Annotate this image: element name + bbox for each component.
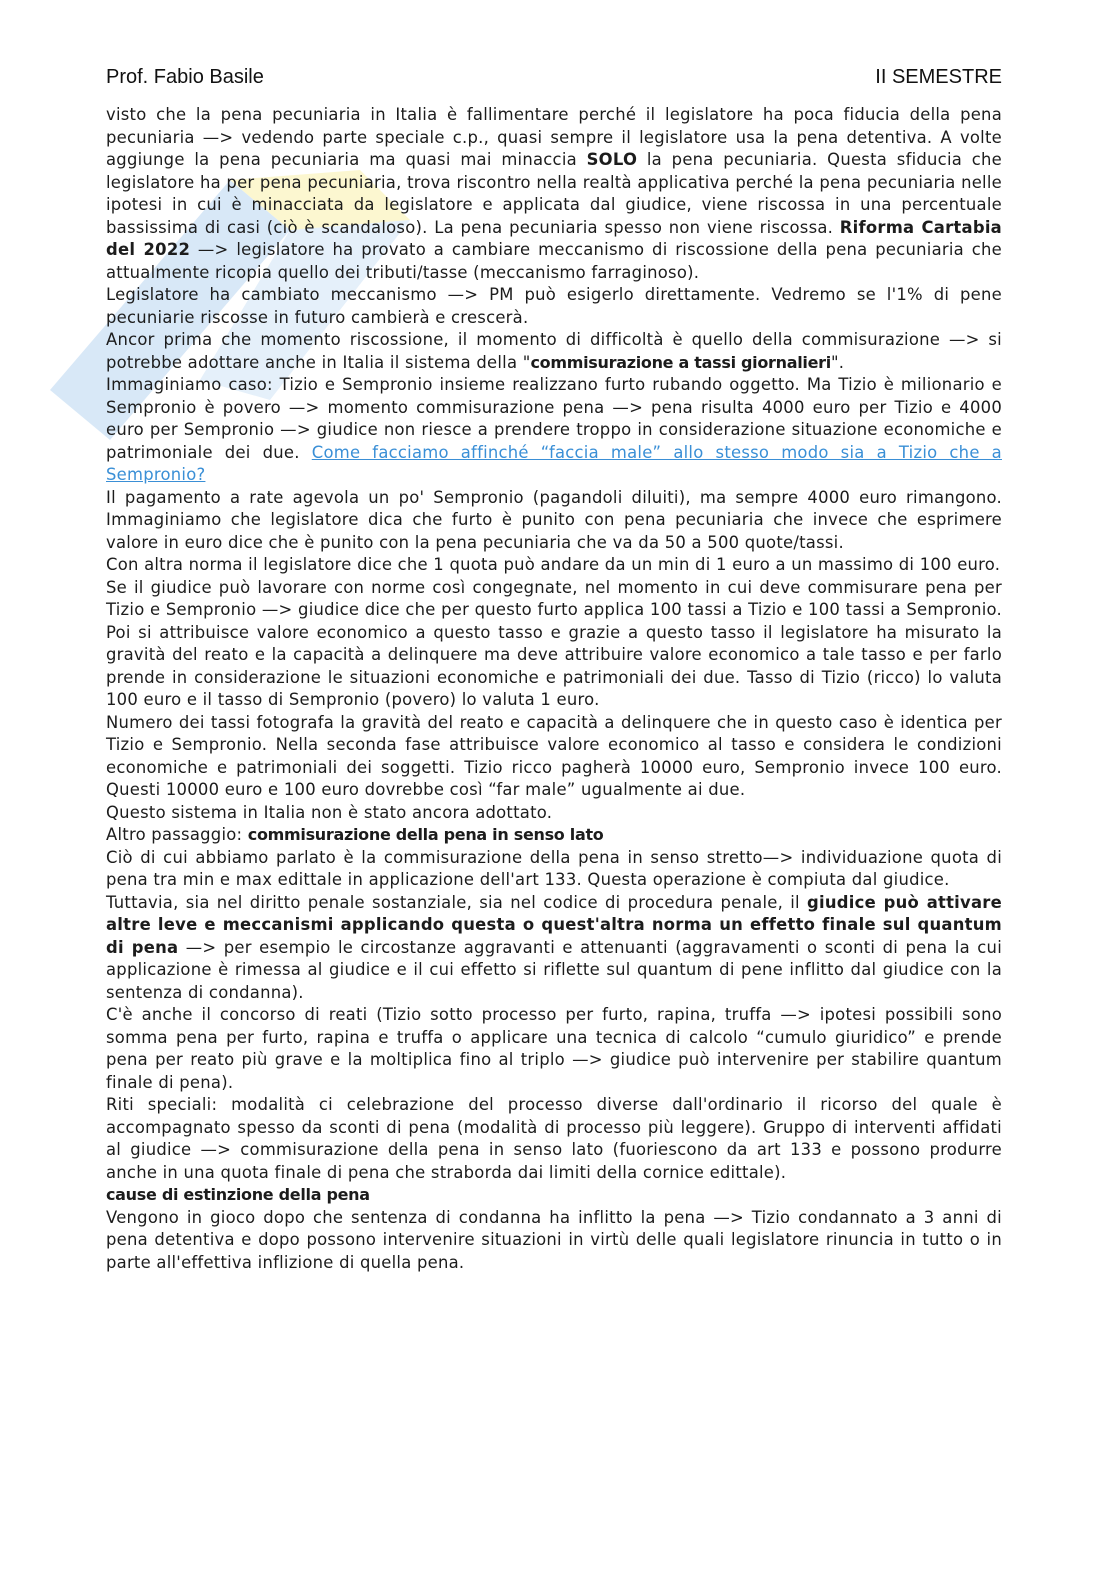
- paragraph: Numero dei tassi fotografa la gravità del reato e capacità a delinquere che in questo caso è identica per Tizio e Sempronio. Nella seconda fase attribuisce valore economico al tasso e considera le condizioni economiche e patrimoniali dei soggetti. Tizio ricco pagherà 10000 euro, Sempronio invece 100 euro. Questi 10000 euro e 100 euro dovrebbe così “far male” ugualmente ai due.: [106, 712, 1002, 799]
- document-body: [106, 104, 1002, 1274]
- paragraph: Riti speciali: modalità ci celebrazione del processo diverse dall'ordinario il ricorso del quale è accompagnato spesso da sconti di pena (modalità di processo più leggere). Gruppo di interventi affidati al giudice —> commisurazione della pena in senso lato (fuoriescono da art 133 e possono produrre anche in una quota finale di pena che straborda dai limiti della cornice edittale).: [106, 1095, 1002, 1182]
- text-span: Altro passaggio:: [106, 825, 248, 844]
- bold-text: giudice può attivare altre leve e meccanismi applicando questa o quest'altra norma un effetto finale sul quantum di pena: [106, 892, 1002, 957]
- paragraph: [106, 824, 1002, 847]
- text-span: ".: [830, 352, 845, 372]
- paragraph: [106, 104, 1002, 284]
- paragraph: Questo sistema in Italia non è stato ancora adottato.: [106, 802, 553, 822]
- author-name: Prof. Fabio Basile: [106, 66, 264, 88]
- bold-text: Riforma Cartabia del 2022: [106, 217, 1002, 259]
- paragraph: Il pagamento a rate agevola un po' Sempronio (pagandoli diluiti), ma sempre 4000 euro rimangono. Immaginiamo che legislatore dica che furto è punito con pena pecuniaria che invece che esprimere valore in euro dice che è punito con la pena pecuniaria che va da 50 a 500 quote/tassi.: [106, 487, 1002, 552]
- question-link[interactable]: Come facciamo affinché “faccia male” allo stesso modo sia a Tizio che a Sempronio?: [106, 442, 1002, 484]
- page-header: [106, 66, 1002, 89]
- text-span: —> per esempio le circostanze aggravanti e attenuanti (aggravamenti o sconti di pena la cui applicazione è rimessa al giudice e il cui effetto si riflette sul quantum di pene inflitto dal giudice con la sentenza di condanna).: [106, 937, 1002, 1002]
- paragraph: Legislatore ha cambiato meccanismo —> PM può esigerlo direttamente. Vedremo se l'1% di pene pecuniarie riscosse in futuro cambierà e crescerà.: [106, 285, 1002, 327]
- bold-text: SOLO: [586, 150, 638, 169]
- handwritten-term: commisurazione della pena in senso lato: [247, 825, 604, 844]
- paragraph: Con altra norma il legislatore dice che 1 quota può andare da un min di 1 euro a un massimo di 100 euro.: [106, 555, 1001, 574]
- handwritten-term: commisurazione a tassi giornalieri: [530, 352, 831, 372]
- section-heading: cause di estinzione della pena: [106, 1185, 370, 1204]
- paragraph: [106, 374, 1002, 487]
- paragraph: Se il giudice può lavorare con norme così congegnate, nel momento in cui deve commisurare pena per Tizio e Sempronio —> giudice dice che per questo furto applica 100 tassi a Tizio e 100 tassi a Sempronio. Poi si attribuisce valore economico a questo tasso e grazie a questo tasso il legislatore ha misurato la gravità del reato e la capacità a delinquere ma deve attribuire valore economico a tale tasso e per farlo prende in considerazione le situazioni economiche e patrimoniali dei due. Tasso di Tizio (ricco) lo valuta 100 euro e il tasso di Sempronio (povero) lo valuta 1 euro.: [106, 577, 1002, 709]
- paragraph: C'è anche il concorso di reati (Tizio sotto processo per furto, rapina, truffa —> ipotesi possibili sono somma pena per furto, rapina e truffa o applicare una tecnica di calcolo “cumulo giuridico” e prende pena per reato più grave e la moltiplica fino al triplo —> giudice può intervenire per stabilire quantum finale di pena).: [106, 1005, 1002, 1092]
- text-span: Immaginiamo caso: Tizio e Sempronio insieme realizzano furto rubando oggetto. Ma Tizio è milionario e Sempronio è povero —> momento commisurazione pena —> pena risulta 4000 euro per Tizio e 4000 euro per Sempronio —> giudice non riesce a prendere troppo in considerazione situazione economiche e patrimoniale dei due.: [106, 375, 1002, 462]
- text-span: la pena pecuniaria. Questa sfiducia che legislatore ha per pena pecuniaria, trova riscontro nella realtà applicativa perché la pena pecuniaria nelle ipotesi in cui è minacciata da legislatore e applicata dal giudice, viene riscossa in una percentuale bassissima di casi (ciò è scandaloso). La pena pecuniaria spesso non viene riscossa.: [106, 150, 1002, 237]
- semester-label: II SEMESTRE: [875, 66, 1002, 88]
- text-span: Ancor prima che momento riscossione, il momento di difficoltà è quello della commisurazione —> si potrebbe adottare anche in Italia il sistema della ": [106, 330, 1002, 372]
- paragraph: [106, 892, 1002, 1005]
- text-span: —> legislatore ha provato a cambiare meccanismo di riscossione della pena pecuniaria che attualmente ricopia quello dei tributi/tasse (meccanismo farraginoso).: [106, 240, 1002, 282]
- paragraph: [106, 329, 1002, 374]
- paragraph: Vengono in gioco dopo che sentenza di condanna ha inflitto la pena —> Tizio condannato a 3 anni di pena detentiva e dopo possono intervenire situazioni in virtù delle quali legislatore rinuncia in tutto o in parte all'effettiva inflizione di quella pena.: [106, 1207, 1002, 1272]
- text-span: Tuttavia, sia nel diritto penale sostanziale, sia nel codice di procedura penale, il: [106, 892, 807, 912]
- paragraph: Ciò di cui abbiamo parlato è la commisurazione della pena in senso stretto—> individuazione quota di pena tra min e max edittale in applicazione dell'art 133. Questa operazione è compiuta dal giudice.: [106, 847, 1002, 889]
- text-span: visto che la pena pecuniaria in Italia è fallimentare perché il legislatore ha poca fiducia della pena pecuniaria —> vedendo parte speciale c.p., quasi sempre il legislatore usa la pena detentiva. A volte aggiunge la pena pecuniaria ma quasi mai minaccia: [106, 105, 1002, 169]
